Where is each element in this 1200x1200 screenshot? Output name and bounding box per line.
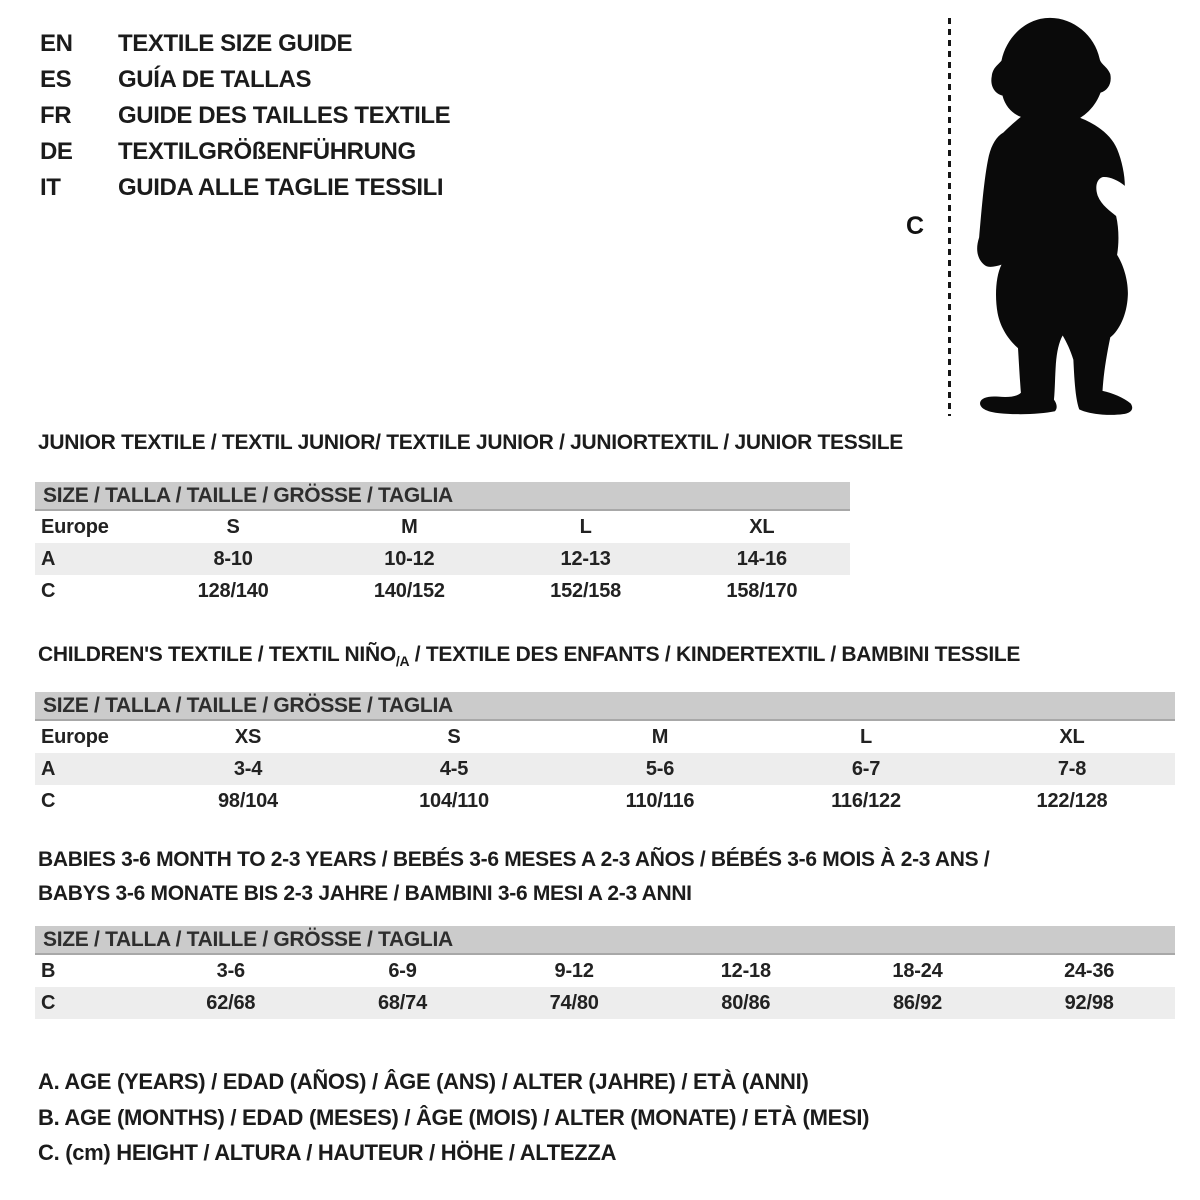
children-title-subscript: /A — [395, 653, 410, 670]
row-label: C — [41, 991, 56, 1014]
column-header: L — [859, 725, 873, 748]
cell: 24-36 — [1064, 959, 1115, 982]
cell: 128/140 — [197, 579, 269, 602]
table-row-height — [35, 987, 1175, 1019]
cell: 98/104 — [218, 789, 278, 812]
cell: 12-18 — [720, 959, 771, 982]
row-label: Europe — [41, 515, 109, 538]
language-list — [40, 26, 450, 206]
cell: 152/158 — [550, 579, 622, 602]
size-table-header-bar: SIZE / TALLA / TAILLE / GRÖSSE / TAGLIA — [35, 692, 1175, 721]
legend-line-c: C. (cm) HEIGHT / ALTURA / HAUTEUR / HÖHE / ALTEZZA — [38, 1140, 617, 1165]
cell: 158/170 — [726, 579, 798, 602]
legend — [38, 1064, 869, 1171]
cell: 14-16 — [736, 547, 787, 570]
height-measure-dashed-line — [948, 18, 951, 416]
cell: 10-12 — [384, 547, 435, 570]
children-size-table — [35, 692, 1175, 817]
babies-size-table — [35, 926, 1175, 1019]
table-row-age — [35, 543, 850, 575]
cell: 18-24 — [892, 959, 943, 982]
toddler-silhouette-image — [962, 12, 1142, 420]
cell: 104/110 — [419, 789, 489, 812]
language-row-en — [40, 26, 450, 62]
language-row-fr — [40, 98, 450, 134]
cell: 3-6 — [216, 959, 245, 982]
cell: 122/128 — [1036, 789, 1108, 812]
language-row-es — [40, 62, 450, 98]
language-row-it — [40, 170, 450, 206]
table-row-europe — [35, 721, 1175, 753]
column-header: M — [401, 515, 418, 538]
size-table-header-bar: SIZE / TALLA / TAILLE / GRÖSSE / TAGLIA — [35, 482, 850, 511]
cell: 140/152 — [373, 579, 445, 602]
cell: 62/68 — [206, 991, 256, 1014]
table-row-age — [35, 753, 1175, 785]
cell: 5-6 — [645, 757, 675, 780]
cell: 68/74 — [377, 991, 428, 1014]
language-code: DE — [40, 138, 73, 165]
cell: 4-5 — [439, 757, 469, 780]
guide-title-fr: GUIDE DES TAILLES TEXTILE — [118, 102, 451, 129]
babies-title-line1: BABIES 3-6 MONTH TO 2-3 YEARS / BEBÉS 3-6 MESES A 2-3 AÑOS / BÉBÉS 3-6 MOIS À 2-3 ANS / — [38, 848, 990, 871]
cell: 3-4 — [233, 757, 263, 780]
cell: 12-13 — [560, 547, 611, 570]
cell: 110/116 — [625, 789, 695, 812]
cell: 8-10 — [213, 547, 253, 570]
column-header: XL — [1059, 725, 1085, 748]
table-row-height — [35, 785, 1175, 817]
row-label: Europe — [41, 725, 109, 748]
height-measure-label: C — [906, 212, 925, 240]
language-row-de — [40, 134, 450, 170]
row-label: C — [41, 789, 56, 812]
cell: 92/98 — [1064, 991, 1114, 1014]
column-header: M — [651, 725, 669, 748]
cell: 116/122 — [831, 789, 901, 812]
junior-size-table — [35, 482, 850, 607]
guide-title-en: TEXTILE SIZE GUIDE — [118, 30, 353, 57]
language-code: FR — [40, 102, 72, 129]
row-label: A — [41, 547, 56, 570]
language-code: EN — [40, 30, 73, 57]
guide-title-de: TEXTILGRÖßENFÜHRUNG — [118, 138, 416, 165]
column-header: S — [447, 725, 461, 748]
cell: 7-8 — [1057, 757, 1087, 780]
table-row-europe — [35, 511, 850, 543]
column-header: S — [226, 515, 240, 538]
column-header: L — [579, 515, 592, 538]
junior-section-title: JUNIOR TEXTILE / TEXTIL JUNIOR/ TEXTILE JUNIOR / JUNIORTEXTIL / JUNIOR TESSILE — [38, 431, 903, 454]
children-title-part2: / TEXTILE DES ENFANTS / KINDERTEXTIL / BAMBINI TESSILE — [409, 643, 1021, 666]
legend-line-a: A. AGE (YEARS) / EDAD (AÑOS) / ÂGE (ANS) / ALTER (JAHRE) / ETÀ (ANNI) — [38, 1069, 809, 1094]
cell: 80/86 — [721, 991, 771, 1014]
guide-title-es: GUÍA DE TALLAS — [118, 66, 312, 93]
cell: 86/92 — [892, 991, 943, 1014]
row-label: A — [41, 757, 56, 780]
children-title-part1: CHILDREN'S TEXTILE / TEXTIL NIÑO — [38, 643, 396, 666]
cell: 9-12 — [554, 959, 594, 982]
cell: 6-9 — [388, 959, 417, 982]
cell: 74/80 — [549, 991, 599, 1014]
column-header: XS — [234, 725, 262, 748]
babies-title-line2: BABYS 3-6 MONATE BIS 2-3 JAHRE / BAMBINI 3-6 MESI A 2-3 ANNI — [38, 882, 692, 905]
table-row-age-months — [35, 955, 1175, 987]
language-code: IT — [40, 174, 61, 201]
language-code: ES — [40, 66, 72, 93]
column-header: XL — [749, 515, 775, 538]
guide-title-it: GUIDA ALLE TAGLIE TESSILI — [118, 174, 444, 201]
row-label: B — [41, 959, 56, 982]
row-label: C — [41, 579, 56, 602]
babies-section-title — [38, 843, 989, 911]
cell: 6-7 — [851, 757, 881, 780]
table-row-height — [35, 575, 850, 607]
size-table-header-bar: SIZE / TALLA / TAILLE / GRÖSSE / TAGLIA — [35, 926, 1175, 955]
legend-line-b: B. AGE (MONTHS) / EDAD (MESES) / ÂGE (MOIS) / ALTER (MONATE) / ETÀ (MESI) — [38, 1104, 870, 1130]
children-section-title — [38, 643, 1020, 669]
